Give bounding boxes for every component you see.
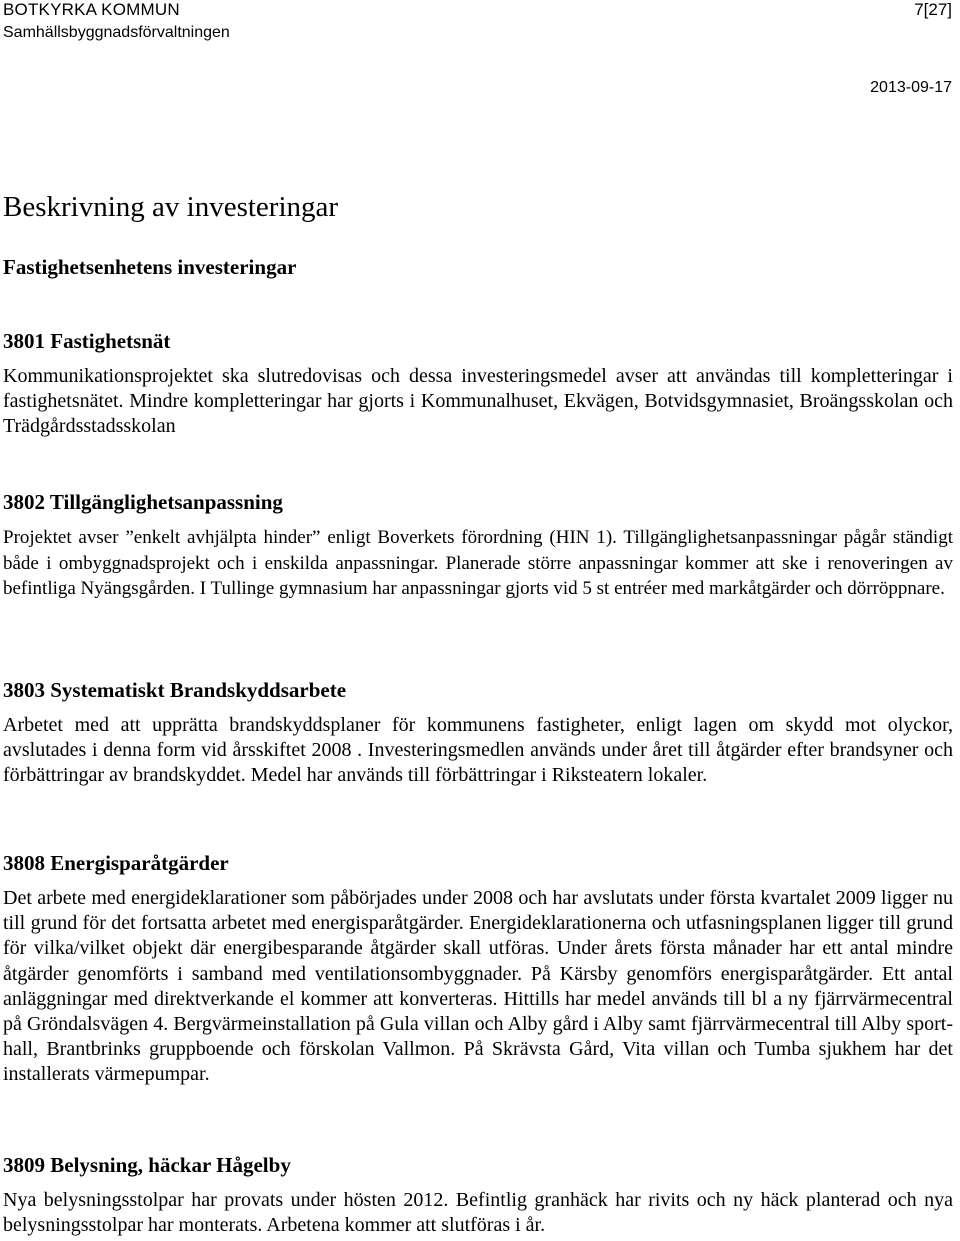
section-3809 — [3, 1153, 953, 1238]
section-heading: 3808 Energisparåtgärder — [3, 851, 229, 875]
section-heading: 3803 Systematiskt Brandskyddsarbete — [3, 678, 347, 702]
section-3808 — [3, 851, 953, 1088]
organization-name: BOTKYRKA KOMMUN — [3, 0, 180, 19]
section-heading: 3809 Belysning, häckar Hågelby — [3, 1153, 291, 1177]
section-heading: 3802 Tillgänglighetsanpassning — [3, 490, 283, 514]
section-3801 — [3, 329, 953, 440]
section-heading: 3801 Fastighetsnät — [3, 329, 171, 353]
document-subtitle: Fastighetsenhetens investeringar — [3, 255, 297, 279]
page-number: 7[27] — [914, 0, 952, 19]
document-date: 2013-09-17 — [870, 79, 952, 96]
section-body: Det arbete med energideklarationer som påbörjades under 2008 och har avslutats under första kvartalet 2009 ligger nu till grund för det fortsatta arbetet med energisparåtgärder. Energideklarationerna och utfasningsplanen ligger till grund för vilka/vilket objekt där energibesparande åtgärder skall utföras. Under årets första månader har ett antal mindre åtgärder genomförts i samband med ventilationsombyggnader. På Kärsby genomförs energisparåtgärder. Ett antal anläggningar med direktverkande el kommer att konverteras. Hittills har medel används till bl a ny fjärrvärmecentral på Gröndalsvägen 4. Bergvärmeinstallation på Gula villan och Alby gård i Alby samt fjärrvärmecentral till Alby sporthall, Brantbrinks gruppboende och förskolan Vallmon. På Skrävsta Gård, Vita villan och Tumba sjukhem har det installerats värmepumpar. — [3, 887, 953, 1086]
section-3802 — [3, 490, 953, 602]
section-body: Projektet avser ”enkelt avhjälpta hinder” enligt Boverkets förordning (HIN 1). Tillgänglighetsanpassningar pågår ständigt både i ombyggnadsprojekt och i enskilda anpassningar. Planerade större anpassningar kommer att ske i renoveringen av befintliga Nyängsgården. I Tullinge gymnasium har anpassningar gjorts vid 5 st entréer med markåtgärder och dörröppnare. — [3, 527, 953, 599]
section-body: Nya belysningsstolpar har provats under hösten 2012. Befintlig granhäck har rivits och ny häck planterad och nya belysningsstolpar har monterats. Arbetena kommer att slutföras i år. — [3, 1189, 953, 1237]
document-title: Beskrivning av investeringar — [3, 191, 339, 223]
section-3803 — [3, 678, 953, 789]
section-body: Kommunikationsprojektet ska slutredovisas och dessa investeringsmedel avser att användas till kompletteringar i fastighetsnätet. Mindre kompletteringar har gjorts i Kommunalhuset, Ekvägen, Botvidsgymnasiet, Broängsskolan och Trädgårdsstadsskolan — [3, 365, 953, 438]
department-name: Samhällsbyggnadsförvaltningen — [3, 24, 230, 41]
section-body: Arbetet med att upprätta brandskyddsplaner för kommunens fastigheter, enligt lagen om skydd mot olyckor, avslutades i denna form vid årsskiftet 2008 . Investeringsmedlen används under året till åtgärder efter brandsyner och förbättringar av brandskyddet. Medel har används till förbättringar i Riksteatern lokaler. — [3, 714, 953, 787]
